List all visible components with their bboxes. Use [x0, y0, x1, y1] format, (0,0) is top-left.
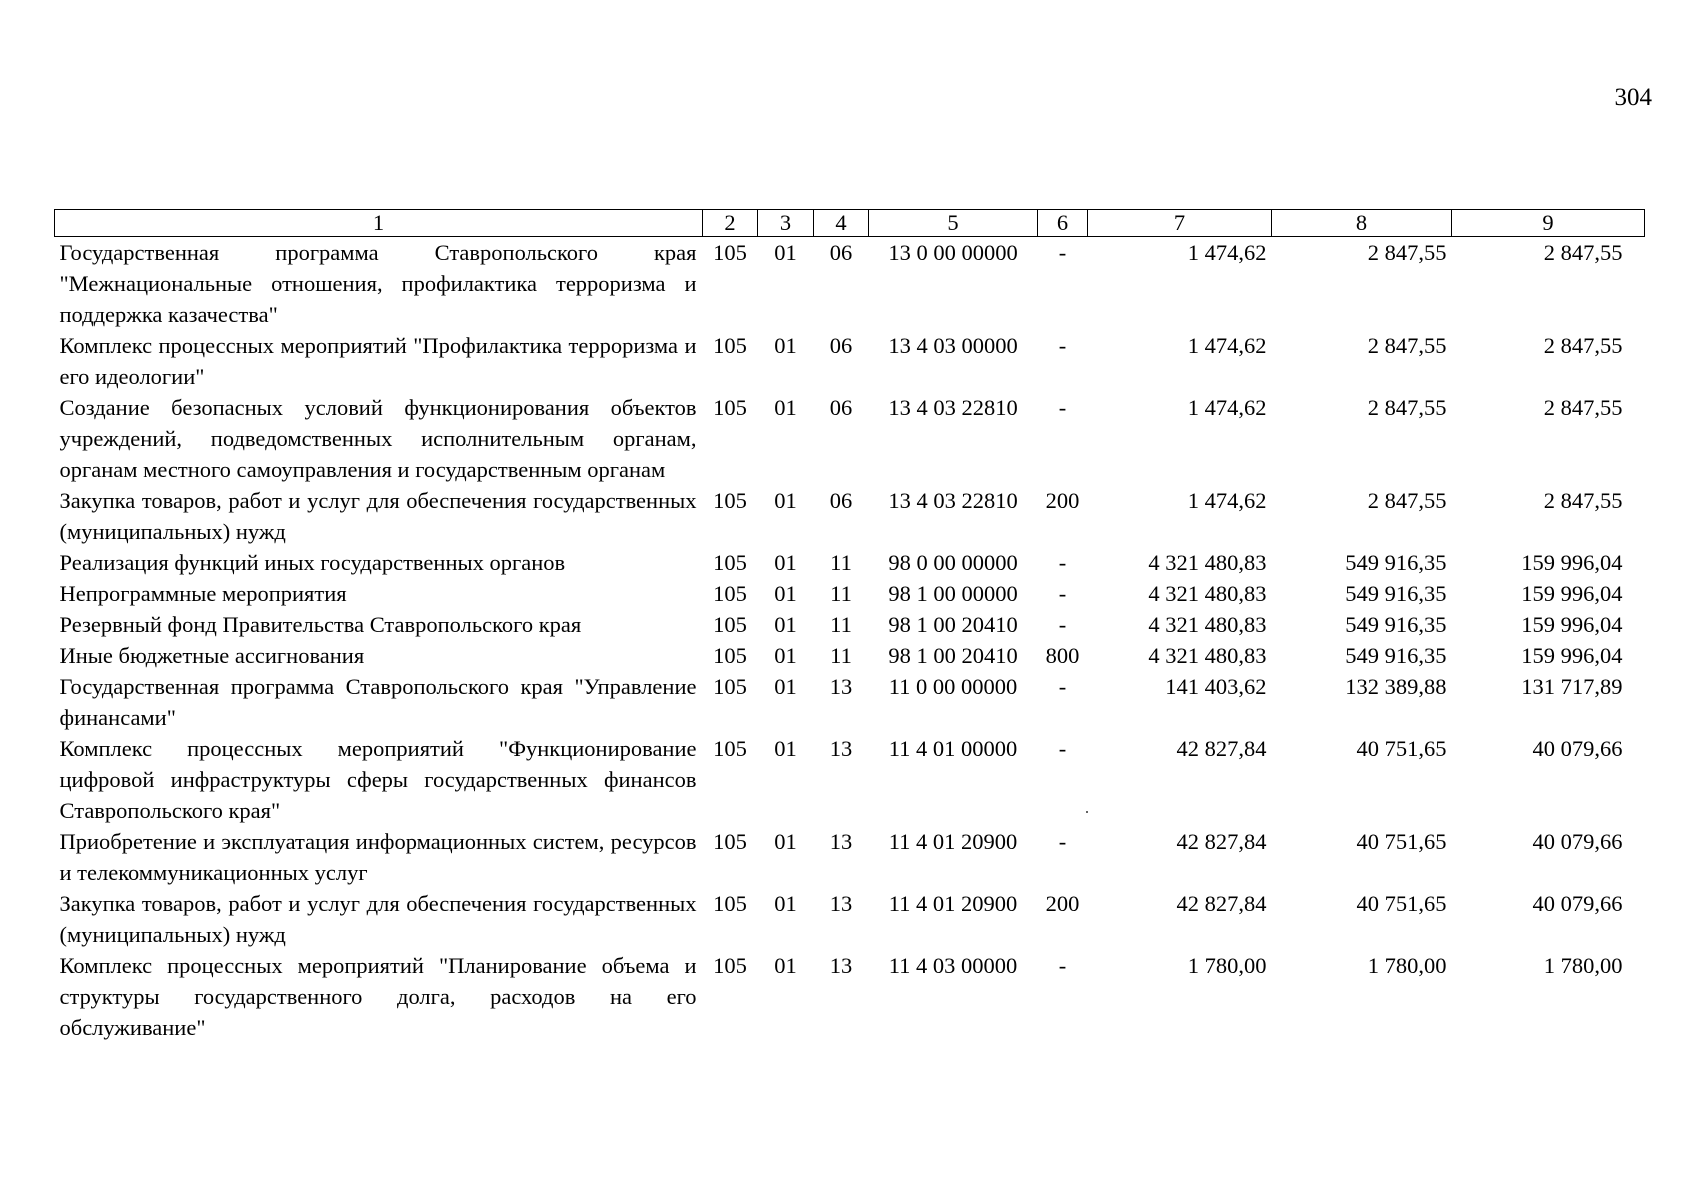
cell-col-3: 01: [774, 550, 797, 575]
cell-col-5: 13 4 03 22810: [888, 488, 1018, 513]
cell-col-9: 2 847,55: [1543, 333, 1623, 358]
column-header-7: 7: [1088, 210, 1272, 237]
cell-col-3: 01: [774, 333, 797, 358]
cell-col-2: 105: [713, 736, 747, 761]
cell-col-6: -: [1058, 550, 1067, 575]
cell-name: Реализация функций иных государственных органов: [59, 550, 566, 575]
cell-col-4: 11: [830, 581, 852, 606]
table-row: [55, 547, 1645, 578]
cell-col-6: 200: [1045, 488, 1080, 513]
cell-col-7: 4 321 480,83: [1148, 612, 1267, 637]
cell-col-2: 105: [713, 550, 747, 575]
column-header-2: 2: [703, 210, 758, 237]
budget-table: [54, 209, 1645, 1043]
cell-col-7: 1 780,00: [1187, 953, 1267, 978]
cell-col-2: 105: [713, 674, 747, 699]
cell-col-7: 1 474,62: [1187, 333, 1267, 358]
cell-name: Резервный фонд Правительства Ставропольского края: [59, 612, 582, 637]
cell-col-8: 549 916,35: [1345, 643, 1447, 668]
column-header-5: 5: [869, 210, 1038, 237]
cell-col-8: 40 751,65: [1356, 891, 1447, 916]
cell-col-7: 1 474,62: [1187, 240, 1267, 265]
cell-col-3: 01: [774, 736, 797, 761]
cell-col-7: 42 827,84: [1176, 736, 1267, 761]
cell-name: Государственная программа Ставропольского края "Межнациональные отношения, профилактика терроризма и поддержка казачества": [59, 240, 697, 327]
cell-col-2: 105: [713, 891, 747, 916]
cell-col-5: 11 0 00 00000: [888, 674, 1018, 699]
table-row: [55, 640, 1645, 671]
cell-col-3: 01: [774, 612, 797, 637]
cell-col-2: 105: [713, 240, 747, 265]
cell-name: Комплекс процессных мероприятий "Функционирование цифровой инфраструктуры сферы государственных финансов Ставропольского края": [59, 736, 697, 823]
page-number: 304: [1614, 84, 1652, 111]
cell-col-9: 40 079,66: [1532, 891, 1623, 916]
cell-col-6: -: [1058, 829, 1067, 854]
cell-col-9: 40 079,66: [1532, 829, 1623, 854]
cell-col-5: 98 0 00 00000: [888, 550, 1018, 575]
cell-col-2: 105: [713, 395, 747, 420]
cell-col-4: 11: [830, 612, 852, 637]
cell-col-7: 141 403,62: [1165, 674, 1267, 699]
header-row: [55, 210, 1645, 237]
cell-col-8: 549 916,35: [1345, 612, 1447, 637]
table-row: [55, 671, 1645, 733]
column-header-1: 1: [55, 210, 703, 237]
cell-col-2: 105: [713, 581, 747, 606]
cell-name: Закупка товаров, работ и услуг для обеспечения государственных (муниципальных) нужд: [59, 891, 697, 947]
cell-col-6: 200: [1045, 891, 1080, 916]
cell-name: Иные бюджетные ассигнования: [59, 643, 365, 668]
cell-col-3: 01: [774, 829, 797, 854]
table-row: [55, 733, 1645, 826]
table-row: [55, 826, 1645, 888]
table-row: [55, 578, 1645, 609]
cell-col-3: 01: [774, 891, 797, 916]
cell-col-5: 11 4 01 00000: [888, 736, 1018, 761]
cell-col-3: 01: [774, 953, 797, 978]
cell-name: Создание безопасных условий функционирования объектов учреждений, подведомственных исполнительным органам, органам местного самоуправления и государственным органам: [59, 395, 697, 482]
cell-col-9: 1 780,00: [1543, 953, 1623, 978]
table-row: [55, 237, 1645, 331]
cell-col-3: 01: [774, 643, 797, 668]
cell-col-9: 159 996,04: [1521, 612, 1623, 637]
cell-name: Приобретение и эксплуатация информационных систем, ресурсов и телекоммуникационных услуг: [59, 829, 697, 885]
table-row: [55, 950, 1645, 1043]
cell-col-4: 13: [829, 953, 853, 978]
cell-col-9: 159 996,04: [1521, 643, 1623, 668]
cell-col-9: 2 847,55: [1543, 488, 1623, 513]
cell-col-6: -: [1058, 395, 1067, 420]
table-body: [55, 237, 1645, 1044]
cell-col-8: 1 780,00: [1367, 953, 1447, 978]
column-header-4: 4: [814, 210, 869, 237]
cell-col-4: 06: [829, 395, 853, 420]
cell-col-6: -: [1058, 736, 1067, 761]
column-header-3: 3: [758, 210, 814, 237]
cell-col-4: 06: [829, 333, 853, 358]
cell-col-4: 13: [829, 829, 853, 854]
column-header-9: 9: [1452, 210, 1645, 237]
table-header: [55, 210, 1645, 237]
cell-col-5: 98 1 00 20410: [888, 612, 1018, 637]
cell-col-5: 13 4 03 00000: [888, 333, 1018, 358]
budget-table-container: [54, 209, 1644, 1043]
cell-col-9: 159 996,04: [1521, 550, 1623, 575]
scan-speck: [1086, 811, 1088, 813]
cell-col-8: 549 916,35: [1345, 550, 1447, 575]
cell-col-9: 2 847,55: [1543, 395, 1623, 420]
cell-col-7: 42 827,84: [1176, 891, 1267, 916]
cell-col-6: -: [1058, 333, 1067, 358]
cell-col-7: 1 474,62: [1187, 488, 1267, 513]
cell-col-2: 105: [713, 953, 747, 978]
cell-col-5: 11 4 03 00000: [888, 953, 1018, 978]
cell-col-9: 131 717,89: [1521, 674, 1623, 699]
cell-col-8: 2 847,55: [1367, 333, 1447, 358]
cell-col-8: 132 389,88: [1345, 674, 1447, 699]
cell-name: Закупка товаров, работ и услуг для обеспечения государственных (муниципальных) нужд: [59, 488, 697, 544]
table-row: [55, 888, 1645, 950]
cell-col-8: 2 847,55: [1367, 488, 1447, 513]
cell-col-7: 4 321 480,83: [1148, 643, 1267, 668]
cell-col-4: 11: [830, 643, 852, 668]
cell-col-6: -: [1058, 240, 1067, 265]
cell-col-5: 11 4 01 20900: [888, 829, 1018, 854]
cell-col-4: 06: [829, 240, 853, 265]
cell-name: Непрограммные мероприятия: [59, 581, 347, 606]
cell-col-2: 105: [713, 829, 747, 854]
cell-col-5: 11 4 01 20900: [888, 891, 1018, 916]
table-row: [55, 485, 1645, 547]
cell-col-3: 01: [774, 674, 797, 699]
cell-col-5: 98 1 00 20410: [888, 643, 1018, 668]
cell-name: Государственная программа Ставропольского края "Управление финансами": [59, 674, 697, 730]
cell-col-6: -: [1058, 674, 1067, 699]
table-row: [55, 392, 1645, 485]
cell-name: Комплекс процессных мероприятий "Профилактика терроризма и его идеологии": [59, 333, 697, 389]
cell-name: Комплекс процессных мероприятий "Планирование объема и структуры государственного долга, расходов на его обслуживание": [59, 953, 697, 1040]
cell-col-3: 01: [774, 488, 797, 513]
cell-col-2: 105: [713, 612, 747, 637]
cell-col-8: 40 751,65: [1356, 829, 1447, 854]
cell-col-5: 13 0 00 00000: [888, 240, 1018, 265]
cell-col-6: -: [1058, 581, 1067, 606]
cell-col-4: 11: [830, 550, 852, 575]
cell-col-3: 01: [774, 240, 797, 265]
cell-col-2: 105: [713, 333, 747, 358]
cell-col-4: 06: [829, 488, 853, 513]
cell-col-8: 40 751,65: [1356, 736, 1447, 761]
table-row: [55, 609, 1645, 640]
cell-col-2: 105: [713, 643, 747, 668]
cell-col-9: 159 996,04: [1521, 581, 1623, 606]
cell-col-8: 2 847,55: [1367, 240, 1447, 265]
cell-col-7: 4 321 480,83: [1148, 550, 1267, 575]
cell-col-3: 01: [774, 395, 797, 420]
cell-col-2: 105: [713, 488, 747, 513]
cell-col-3: 01: [774, 581, 797, 606]
cell-col-8: 2 847,55: [1367, 395, 1447, 420]
column-header-8: 8: [1272, 210, 1452, 237]
cell-col-6: 800: [1045, 643, 1080, 668]
cell-col-9: 2 847,55: [1543, 240, 1623, 265]
cell-col-5: 98 1 00 00000: [888, 581, 1018, 606]
cell-col-6: -: [1058, 612, 1067, 637]
cell-col-4: 13: [829, 891, 853, 916]
cell-col-5: 13 4 03 22810: [888, 395, 1018, 420]
cell-col-6: -: [1058, 953, 1067, 978]
cell-col-7: 4 321 480,83: [1148, 581, 1267, 606]
cell-col-9: 40 079,66: [1532, 736, 1623, 761]
cell-col-7: 42 827,84: [1176, 829, 1267, 854]
table-row: [55, 330, 1645, 392]
cell-col-8: 549 916,35: [1345, 581, 1447, 606]
cell-col-4: 13: [829, 674, 853, 699]
cell-col-4: 13: [829, 736, 853, 761]
cell-col-7: 1 474,62: [1187, 395, 1267, 420]
column-header-6: 6: [1038, 210, 1088, 237]
